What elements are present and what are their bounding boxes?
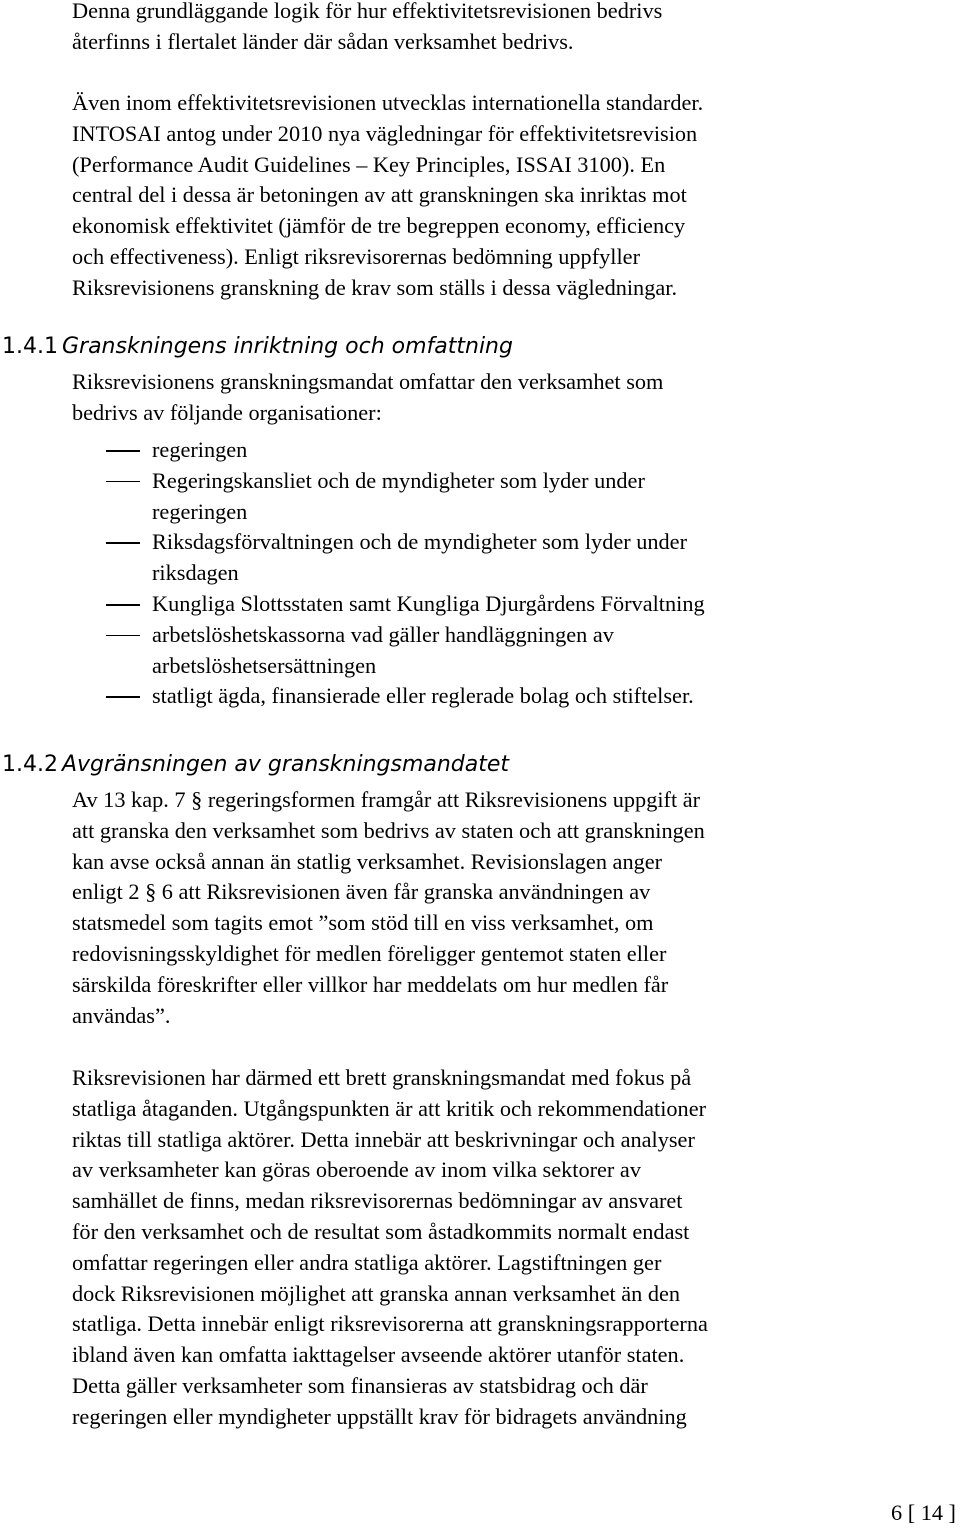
list-item bbox=[72, 681, 705, 712]
list-item-text bbox=[152, 435, 705, 466]
section-heading-1-4-1 bbox=[0, 333, 513, 361]
list-item bbox=[72, 589, 705, 620]
section-number: 1.4.2 bbox=[2, 752, 58, 777]
paragraph-mandate bbox=[72, 367, 663, 429]
page-number: 6 [ 14 ] bbox=[890, 1500, 956, 1525]
dash-bullet-icon bbox=[106, 481, 140, 483]
list-item bbox=[72, 620, 705, 682]
text-line: statligt ägda, finansierade eller reglerade bolag och stiftelser. bbox=[152, 683, 694, 709]
text-line: statliga åtaganden. Utgångspunkten är att kritik och rekommendationer bbox=[72, 1095, 707, 1121]
text-line: särskilda föreskrifter eller villkor har meddelats om hur medlen får bbox=[72, 971, 669, 997]
text-line: arbetslöshetsersättningen bbox=[152, 652, 377, 678]
text-line: regeringen eller myndigheter uppställt krav för bidragets användning bbox=[72, 1403, 687, 1429]
text-line: för den verksamhet och de resultat som åstadkommits normalt endast bbox=[72, 1218, 690, 1244]
text-line: att granska den verksamhet som bedrivs av staten och att granskningen bbox=[72, 817, 705, 843]
list-item bbox=[72, 435, 705, 466]
text-line: kan avse också annan än statlig verksamhet. Revisionslagen anger bbox=[72, 848, 663, 874]
list-item bbox=[72, 527, 705, 589]
dash-bullet-icon bbox=[106, 635, 140, 637]
text-line: användas”. bbox=[72, 1002, 171, 1028]
section-heading-1-4-2 bbox=[0, 751, 509, 779]
paragraph-intro bbox=[72, 0, 662, 58]
list-item-text bbox=[152, 527, 705, 589]
dash-bullet-icon bbox=[106, 696, 140, 698]
text-line: riktas till statliga aktörer. Detta innebär att beskrivningar och analyser bbox=[72, 1126, 695, 1152]
text-line: Regeringskansliet och de myndigheter som lyder under bbox=[152, 467, 645, 493]
section-title: Granskningens inriktning och omfattning bbox=[61, 334, 513, 359]
text-line: Riksrevisionens granskningsmandat omfattar den verksamhet som bbox=[72, 369, 664, 394]
list-item bbox=[72, 466, 705, 528]
text-line: Riksdagsförvaltningen och de myndigheter som lyder under bbox=[152, 529, 688, 555]
text-line: statsmedel som tagits emot ”som stöd till en viss verksamhet, om bbox=[72, 910, 654, 936]
text-line: bedrivs av följande organisationer: bbox=[72, 399, 382, 425]
text-line: av verksamheter kan göras oberoende av inom vilka sektorer av bbox=[72, 1157, 641, 1183]
text-line: Denna grundläggande logik för hur effektivitetsrevisionen bedrivs bbox=[72, 0, 663, 23]
text-line: INTOSAI antog under 2010 nya vägledningar för effektivitetsrevision bbox=[72, 120, 698, 146]
text-line: statliga. Detta innebär enligt riksrevisorerna att granskningsrapporterna bbox=[72, 1311, 708, 1337]
section-title: Avgränsningen av granskningsmandatet bbox=[61, 752, 510, 777]
list-item-text bbox=[152, 620, 705, 682]
text-line: Kungliga Slottsstaten samt Kungliga Djurgårdens Förvaltning bbox=[152, 590, 705, 616]
text-line: arbetslöshetskassorna vad gäller handläggningen av bbox=[152, 621, 614, 647]
dash-bullet-icon bbox=[106, 604, 140, 606]
text-line: Av 13 kap. 7 § regeringsformen framgår att Riksrevisionens uppgift är bbox=[72, 787, 701, 812]
dash-bullet-icon bbox=[106, 450, 140, 452]
paragraph-regeringsformen bbox=[72, 785, 705, 1031]
text-line: samhället de finns, medan riksrevisorernas bedömningar av ansvaret bbox=[72, 1188, 683, 1214]
text-line: Även inom effektivitetsrevisionen utvecklas internationella standarder. bbox=[72, 90, 704, 115]
text-line: central del i dessa är betoningen av att granskningen ska inriktas mot bbox=[72, 182, 687, 208]
section-number: 1.4.1 bbox=[2, 334, 58, 359]
paragraph-intosai bbox=[72, 88, 703, 304]
text-line: återfinns i flertalet länder där sådan verksamhet bedrivs. bbox=[72, 28, 574, 54]
text-line: Riksrevisionens granskning de krav som ställs i dessa vägledningar. bbox=[72, 274, 678, 300]
organisation-list bbox=[72, 435, 705, 712]
text-line: och effectiveness). Enligt riksrevisorernas bedömning uppfyller bbox=[72, 243, 640, 269]
text-line: (Performance Audit Guidelines – Key Principles, ISSAI 3100). En bbox=[72, 151, 666, 177]
dash-bullet-icon bbox=[106, 542, 140, 544]
text-line: redovisningsskyldighet för medlen föreligger gentemot staten eller bbox=[72, 940, 667, 966]
text-line: Riksrevisionen har därmed ett brett granskningsmandat med fokus på bbox=[72, 1065, 692, 1090]
text-line: regeringen bbox=[152, 437, 248, 462]
text-line: enligt 2 § 6 att Riksrevisionen även får granska användningen av bbox=[72, 879, 651, 905]
list-item-text bbox=[152, 681, 705, 712]
paragraph-broad-mandate bbox=[72, 1063, 708, 1433]
text-line: ekonomisk effektivitet (jämför de tre begreppen economy, efficiency bbox=[72, 213, 686, 239]
text-line: ibland även kan omfatta iakttagelser avseende aktörer utanför staten. bbox=[72, 1342, 685, 1368]
text-line: riksdagen bbox=[152, 560, 239, 586]
text-line: Detta gäller verksamheter som finansieras av statsbidrag och där bbox=[72, 1372, 648, 1398]
text-line: regeringen bbox=[152, 498, 248, 524]
text-line: dock Riksrevisionen möjlighet att granska annan verksamhet än den bbox=[72, 1280, 681, 1306]
list-item-text bbox=[152, 466, 705, 528]
list-item-text bbox=[152, 589, 705, 620]
text-line: omfattar regeringen eller andra statliga aktörer. Lagstiftningen ger bbox=[72, 1249, 662, 1275]
